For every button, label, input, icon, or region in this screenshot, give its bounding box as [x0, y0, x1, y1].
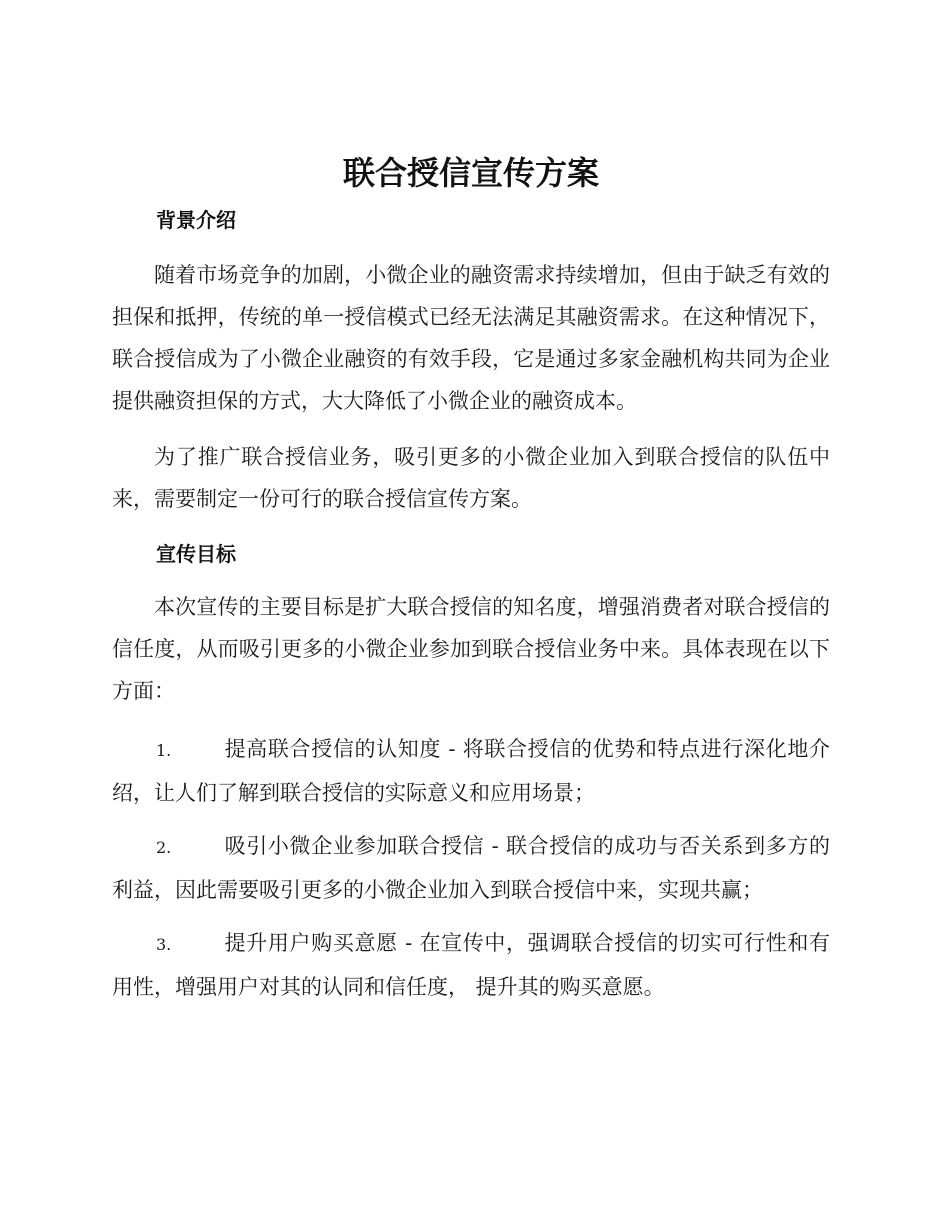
paragraph-background-2: 为了推广联合授信业务，吸引更多的小微企业加入到联合授信的队伍中来，需要制定一份可行的联合授信宣传方案。 [112, 445, 830, 511]
list-item-2 [112, 825, 830, 911]
paragraph-background-1: 随着市场竞争的加剧，小微企业的融资需求持续增加，但由于缺乏有效的担保和抵押，传统的单一授信模式已经无法满足其融资需求。在这种情况下，联合授信成为了小微企业融资的有效手段，它是通过多家金融机构共同为企业提供融资担保的方式，大大降低了小微企业的融资成本。 [112, 263, 830, 413]
list-number: 3. [156, 935, 172, 954]
paragraph-goals-intro: 本次宣传的主要目标是扩大联合授信的知名度，增强消费者对联合授信的信任度，从而吸引更多的小微企业参加到联合授信业务中来。具体表现在以下方面： [112, 595, 830, 703]
list-number: 1. [156, 741, 172, 760]
list-item-3 [112, 922, 830, 1008]
section-heading-background: 背景介绍 [156, 208, 236, 232]
list-item-text: 提高联合授信的认知度 - 将联合授信的优势和特点进行深化地介绍，让人们了解到联合授信的实际意义和应用场景； [112, 737, 830, 805]
section-heading-goals: 宣传目标 [156, 542, 236, 566]
list-item-text: 吸引小微企业参加联合授信 - 联合授信的成功与否关系到多方的利益，因此需要吸引更多的小微企业加入到联合授信中来，实现共赢； [112, 834, 830, 902]
list-number: 2. [156, 838, 172, 857]
list-item-text: 提升用户购买意愿 - 在宣传中，强调联合授信的切实可行性和有用性，增强用户对其的认同和信任度， 提升其的购买意愿。 [112, 931, 830, 999]
list-item-1 [112, 728, 830, 814]
document-title: 联合授信宣传方案 [342, 154, 599, 192]
